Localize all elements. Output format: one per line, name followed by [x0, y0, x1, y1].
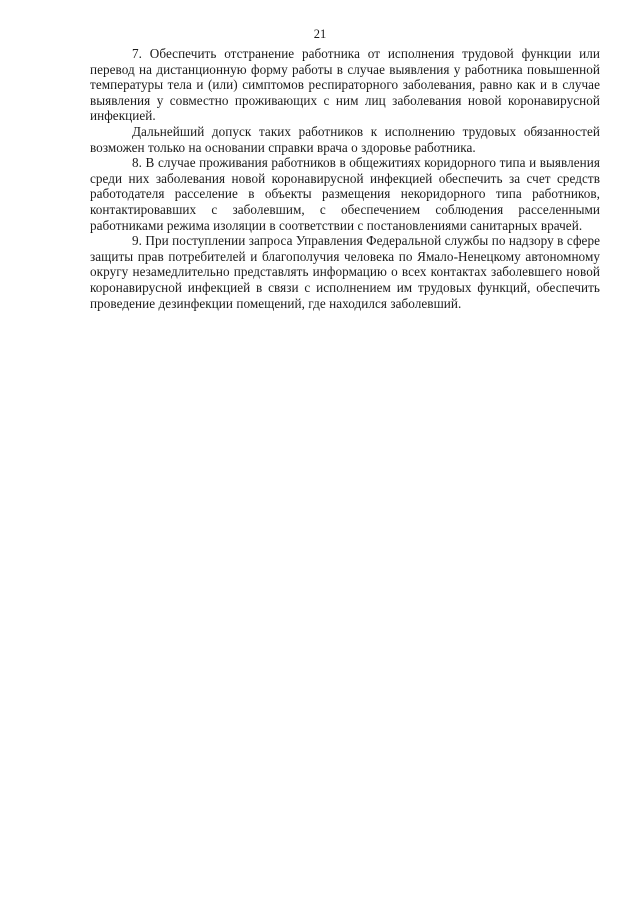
document-body [90, 46, 600, 311]
paragraph-item-9: 9. При поступлении запроса Управления Федеральной службы по надзору в сфере защиты прав потребителей и благополучия человека по Ямало-Ненецкому автономному округу незамедлительно представлять информацию о всех контактах заболевшего новой коронавирусной инфекцией в связи с исполнением им трудовых функций, обеспечить проведение дезинфекции помещений, где находился заболевший. [90, 233, 600, 311]
paragraph-item-8: 8. В случае проживания работников в общежитиях коридорного типа и выявления среди них заболевания новой коронавирусной инфекцией обеспечить за счет средств работодателя расселение в объекты размещения некоридорного типа работников, контактировавших с заболевшим, с обеспечением соблюдения расселенными работниками режима изоляции в соответствии с постановлениями санитарных врачей. [90, 155, 600, 233]
paragraph-item-7: 7. Обеспечить отстранение работника от исполнения трудовой функции или перевод на дистанционную форму работы в случае выявления у работника повышенной температуры тела и (или) симптомов респираторного заболевания, равно как и в случае выявления у совместно проживающих с ним лиц заболевания новой коронавирусной инфекцией. [90, 46, 600, 124]
page-number: 21 [313, 27, 327, 41]
paragraph-further-admission: Дальнейший допуск таких работников к исполнению трудовых обязанностей возможен только на основании справки врача о здоровье работника. [90, 123, 600, 155]
